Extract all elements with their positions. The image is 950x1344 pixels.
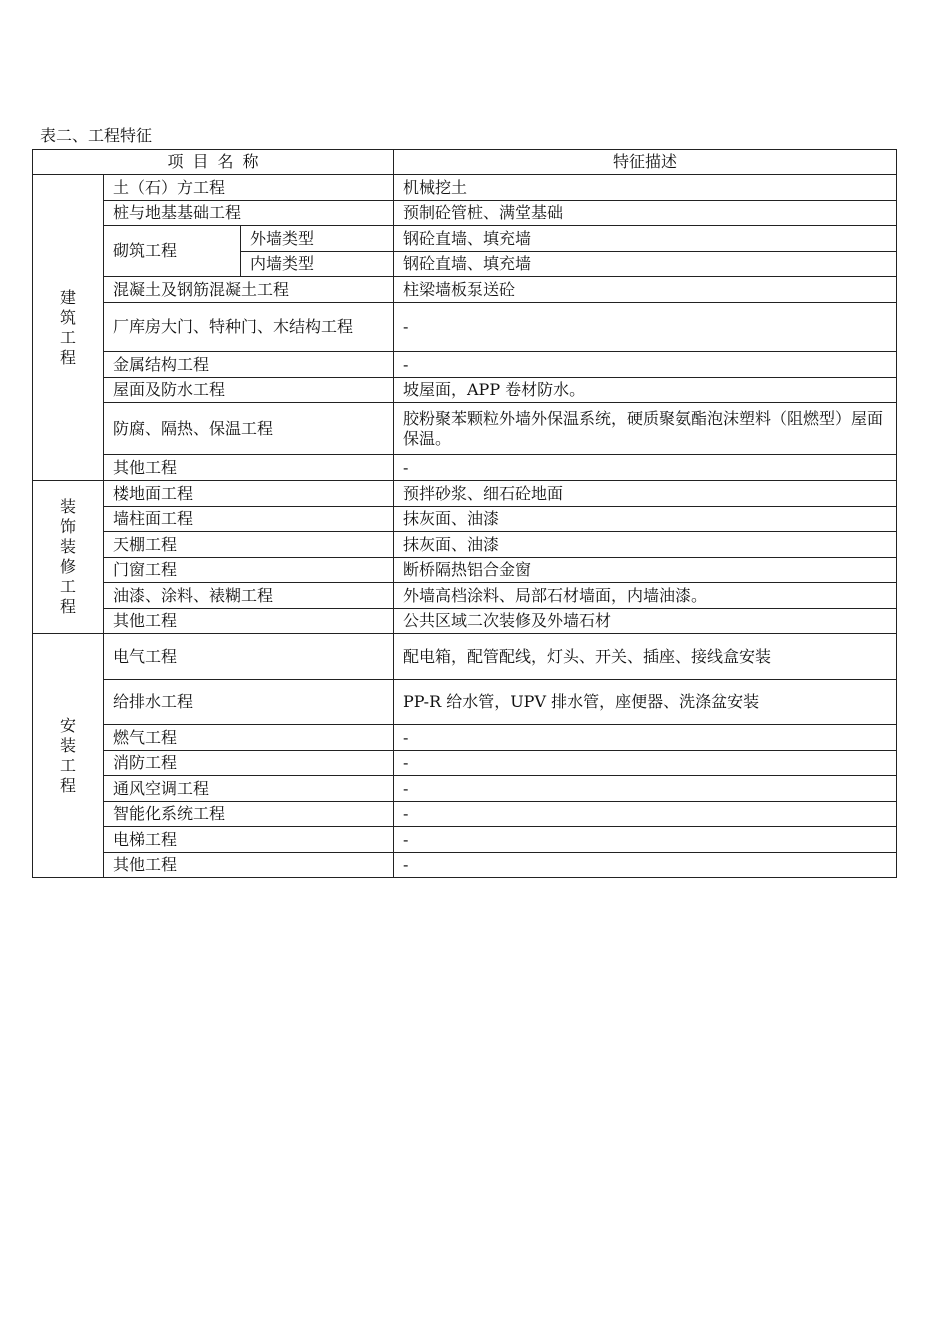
- item-name: 油漆、涂料、裱糊工程: [104, 583, 394, 609]
- table-row: [33, 303, 897, 352]
- table-row: [33, 378, 897, 403]
- table-row: [33, 802, 897, 827]
- item-desc: 外墙高档涂料、局部石材墙面，内墙油漆。: [394, 583, 897, 609]
- table-row: [33, 558, 897, 583]
- table-row: [33, 403, 897, 455]
- table-row: [33, 226, 897, 252]
- table-row: [33, 725, 897, 751]
- table-row: [33, 583, 897, 609]
- item-name: 桩与地基基础工程: [104, 201, 394, 226]
- category-installation: 安装工程: [33, 634, 104, 878]
- item-desc: 配电箱，配管配线，灯头、开关、插座、接线盒安装: [394, 634, 897, 680]
- item-desc: -: [394, 827, 897, 853]
- category-building: 建筑工程: [33, 175, 104, 481]
- table-row: [33, 634, 897, 680]
- category-decoration: 装饰装修工程: [33, 481, 104, 634]
- item-name: 消防工程: [104, 751, 394, 776]
- item-desc: 公共区域二次装修及外墙石材: [394, 609, 897, 634]
- item-desc: 钢砼直墙、填充墙: [394, 226, 897, 252]
- item-name: 墙柱面工程: [104, 507, 394, 532]
- table-header-row: [33, 150, 897, 175]
- item-desc: 抹灰面、油漆: [394, 507, 897, 532]
- item-name: 砌筑工程: [104, 226, 241, 277]
- item-desc: -: [394, 802, 897, 827]
- item-name: 给排水工程: [104, 680, 394, 725]
- item-subtype: 内墙类型: [241, 252, 394, 277]
- table-row: [33, 481, 897, 507]
- item-desc: 抹灰面、油漆: [394, 532, 897, 558]
- item-name: 通风空调工程: [104, 776, 394, 802]
- table-row: [33, 853, 897, 878]
- table-row: [33, 532, 897, 558]
- item-name: 其他工程: [104, 853, 394, 878]
- item-desc: 预拌砂浆、细石砼地面: [394, 481, 897, 507]
- item-desc: 柱梁墙板泵送砼: [394, 277, 897, 303]
- item-desc: 机械挖土: [394, 175, 897, 201]
- item-name: 燃气工程: [104, 725, 394, 751]
- item-name: 土（石）方工程: [104, 175, 394, 201]
- item-desc: -: [394, 725, 897, 751]
- table-row: [33, 455, 897, 481]
- table-row: [33, 680, 897, 725]
- header-feature-desc: 特征描述: [394, 150, 897, 175]
- item-name: 屋面及防水工程: [104, 378, 394, 403]
- table-caption: 表二、工程特征: [40, 126, 153, 145]
- item-desc: -: [394, 751, 897, 776]
- table-row: [33, 352, 897, 378]
- item-subtype: 外墙类型: [241, 226, 394, 252]
- item-desc: -: [394, 352, 897, 378]
- item-desc: 钢砼直墙、填充墙: [394, 252, 897, 277]
- item-name: 混凝土及钢筋混凝土工程: [104, 277, 394, 303]
- table-row: [33, 201, 897, 226]
- item-desc: -: [394, 455, 897, 481]
- table-row: [33, 175, 897, 201]
- table-row: [33, 827, 897, 853]
- item-name: 其他工程: [104, 455, 394, 481]
- item-desc: -: [394, 303, 897, 352]
- item-name: 智能化系统工程: [104, 802, 394, 827]
- item-desc: -: [394, 853, 897, 878]
- item-name: 其他工程: [104, 609, 394, 634]
- item-desc: 胶粉聚苯颗粒外墙外保温系统，硬质聚氨酯泡沫塑料（阻燃型）屋面保温。: [394, 403, 897, 455]
- item-name: 天棚工程: [104, 532, 394, 558]
- item-name: 金属结构工程: [104, 352, 394, 378]
- item-desc: 预制砼管桩、满堂基础: [394, 201, 897, 226]
- table-row: [33, 507, 897, 532]
- item-desc: 坡屋面，APP 卷材防水。: [394, 378, 897, 403]
- item-name: 厂库房大门、特种门、木结构工程: [104, 303, 394, 352]
- table-row: [33, 776, 897, 802]
- table-row: [33, 609, 897, 634]
- engineering-features-table: [32, 149, 897, 878]
- item-name: 电梯工程: [104, 827, 394, 853]
- item-name: 防腐、隔热、保温工程: [104, 403, 394, 455]
- item-name: 门窗工程: [104, 558, 394, 583]
- item-name: 楼地面工程: [104, 481, 394, 507]
- table-row: [33, 751, 897, 776]
- header-item-name: 项目名称: [33, 150, 394, 175]
- table-row: [33, 277, 897, 303]
- item-desc: PP-R 给水管，UPV 排水管，座便器、洗涤盆安装: [394, 680, 897, 725]
- item-name: 电气工程: [104, 634, 394, 680]
- item-desc: 断桥隔热铝合金窗: [394, 558, 897, 583]
- item-desc: -: [394, 776, 897, 802]
